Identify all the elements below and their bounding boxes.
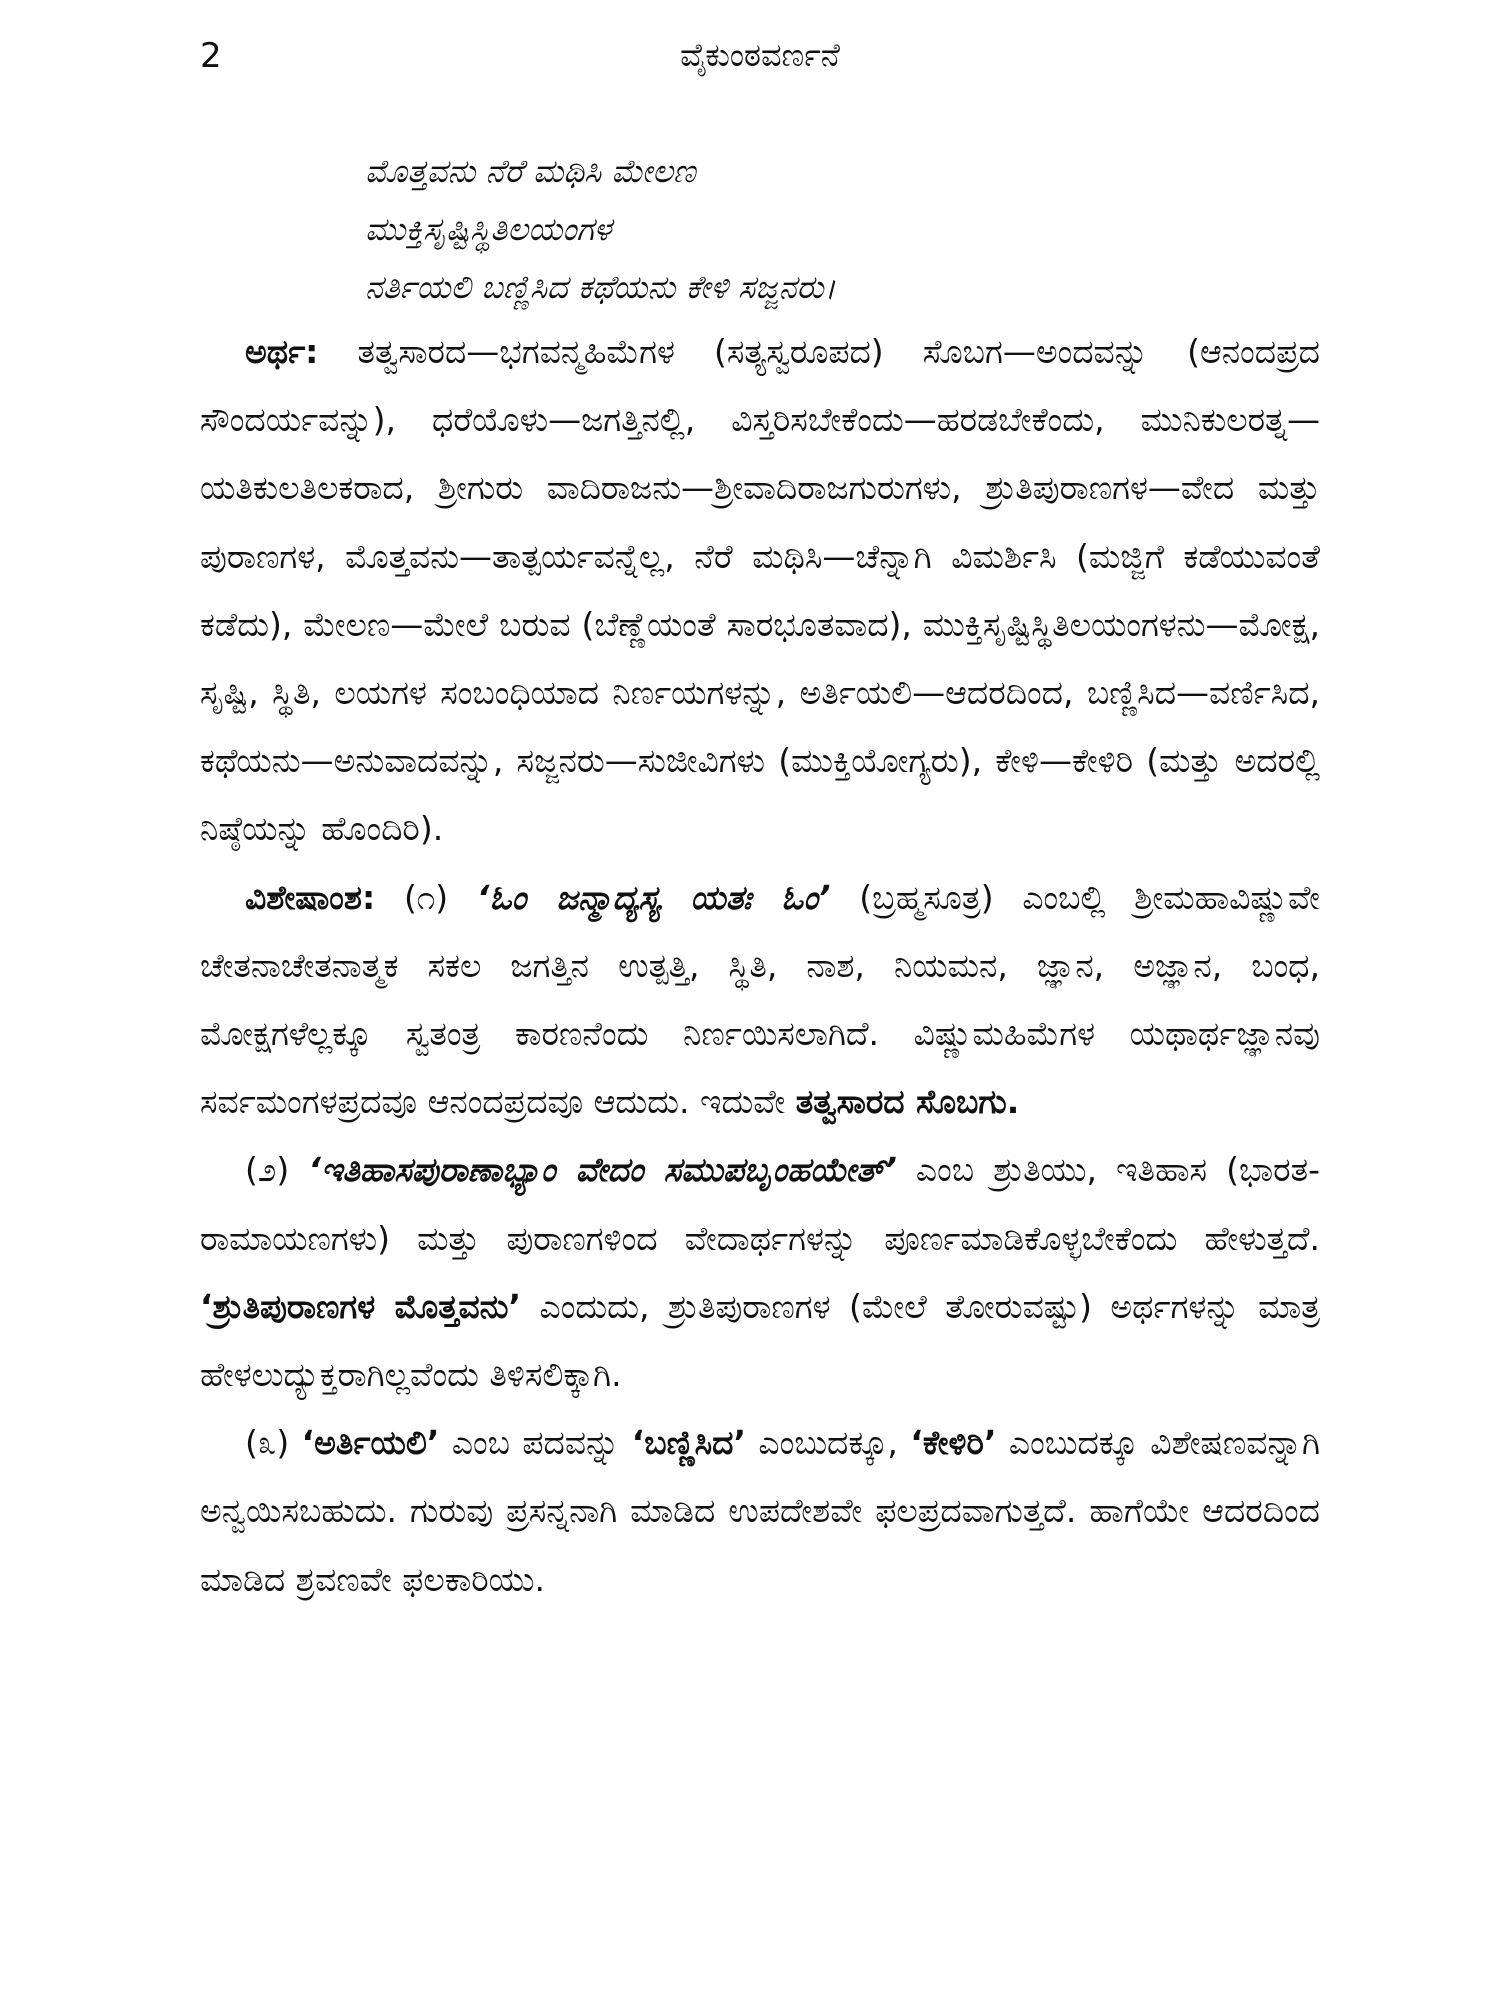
note-number: (೨) <box>245 1150 290 1190</box>
meaning-text: ತತ್ವಸಾರದ—ಭಗವನ್ಮಹಿಮೆಗಳ (ಸತ್ಯಸ್ವರೂಪದ) ಸೊಬಗ—ಅಂದವನ್ನು (ಆನಂದಪ್ರದ ಸೌಂದರ್ಯವನ್ನು), ಧರೆಯೊಳು—ಜಗತ್ತಿನಲ್ಲಿ, ವಿಸ್ತರಿಸಬೇಕೆಂದು—ಹರಡಬೇಕೆಂದು, ಮುನಿಕುಲರತ್ನ—ಯತಿಕುಲತಿಲಕರಾದ, ಶ್ರೀಗುರು ವಾದಿರಾಜನು—ಶ್ರೀವಾದಿರಾಜಗುರುಗಳು, ಶ್ರುತಿಪುರಾಣಗಳ—ವೇದ ಮತ್ತು ಪುರಾಣಗಳ, ಮೊತ್ತವನು—ತಾತ್ಪರ್ಯವನ್ನೆಲ್ಲ, ನೆರೆ ಮಥಿಸಿ—ಚೆನ್ನಾಗಿ ವಿಮರ್ಶಿಸಿ (ಮಜ್ಜಿಗೆ ಕಡೆಯುವಂತೆ ಕಡೆದು), ಮೇಲಣ—ಮೇಲೆ ಬರುವ (ಬೆಣ್ಣೆಯಂತೆ ಸಾರಭೂತವಾದ), ಮುಕ್ತಿಸೃಷ್ಟಿಸ್ಥಿತಿಲಯಂಗಳನು—ಮೋಕ್ಷ, ಸೃಷ್ಟಿ, ಸ್ಥಿತಿ, ಲಯಗಳ ಸಂಬಂಧಿಯಾದ ನಿರ್ಣಯಗಳನ್ನು, ಅರ್ತಿಯಲಿ—ಆದರದಿಂದ, ಬಣ್ಣಿಸಿದ—ವರ್ಣಿಸಿದ, ಕಥೆಯನು—ಅನುವಾದವನ್ನು, ಸಜ್ಜನರು—ಸುಜೀವಿಗಳು (ಮುಕ್ತಿಯೋಗ್ಯರು), ಕೇಳಿ—ಕೇಳಿರಿ (ಮತ್ತು ಅದರಲ್ಲಿ ನಿಷ್ಠೆಯನ್ನು ಹೊಂದಿರಿ). <box>200 332 1320 849</box>
page-number: 2 <box>200 36 222 76</box>
page-header <box>200 36 1320 96</box>
shruti-quote: ‘ಇತಿಹಾಸಪುರಾಣಾಭ್ಯಾಂ ವೇದಂ ಸಮುಪಬೃಂಹಯೇತ್’ <box>308 1150 897 1190</box>
note-number: (೩) <box>245 1423 290 1463</box>
verse-line: ನರ್ತಿಯಲಿ ಬಣ್ಣಿಸಿದ ಕಥೆಯನು ಕೇಳಿ ಸಜ್ಜನರು। <box>365 268 836 306</box>
running-title: ವೈಕುಂಠವರ್ಣನೆ <box>680 36 840 74</box>
notes-paragraph-3 <box>200 1409 1320 1614</box>
notes-paragraph-2 <box>200 1136 1320 1409</box>
note-bold-phrase: ‘ಕೇಳಿರಿ’ <box>910 1423 997 1463</box>
note-bold-phrase: ‘ಅರ್ತಿಯಲಿ’ <box>301 1423 440 1463</box>
note-text: ಎಂಬುದಕ್ಕೂ, <box>758 1423 898 1463</box>
verse-line: ಮೊತ್ತವನು ನೆರೆ ಮಥಿಸಿ ಮೇಲಣ <box>365 152 696 190</box>
notes-label: ವಿಶೇಷಾಂಶ: <box>245 877 376 917</box>
sutra-quote: ‘ಓಂ ಜನ್ಮಾದ್ಯಸ್ಯ ಯತಃ ಓಂ’ <box>476 877 831 917</box>
note-text: ಎಂಬ ಶ್ರುತಿಯು, ಇತಿಹಾಸ (ಭಾರತ-ರಾಮಾಯಣಗಳು) ಮತ್ತು ಪುರಾಣಗಳಿಂದ ವೇದಾರ್ಥಗಳನ್ನು ಪೂರ್ಣಮಾಡಿಕೊಳ್ಳಬೇಕೆಂದು ಹೇಳುತ್ತದೆ. <box>200 1150 1320 1258</box>
notes-paragraph-1 <box>200 864 1320 1137</box>
meaning-paragraph <box>200 318 1320 864</box>
note-bold-phrase: ‘ಬಣ್ಣಿಸಿದ’ <box>631 1423 747 1463</box>
note-number: (೧) <box>403 877 449 917</box>
verse-block <box>365 142 1325 316</box>
verse-line: ಮುಕ್ತಿಸೃಷ್ಟಿಸ್ಥಿತಿಲಯಂಗಳ <box>365 210 612 248</box>
note-bold-phrase: ‘ಶ್ರುತಿಪುರಾಣಗಳ ಮೊತ್ತವನು’ <box>200 1286 522 1326</box>
commentary-body <box>200 318 1320 1614</box>
note-bold-phrase: ತತ್ವಸಾರದ ಸೊಬಗು. <box>795 1082 1020 1122</box>
note-text: (ಬ್ರಹ್ಮಸೂತ್ರ) ಎಂಬಲ್ಲಿ ಶ್ರೀಮಹಾವಿಷ್ಣುವೇ ಚೇತನಾಚೇತನಾತ್ಮಕ ಸಕಲ ಜಗತ್ತಿನ ಉತ್ಪತ್ತಿ, ಸ್ಥಿತಿ, ನಾಶ, ನಿಯಮನ, ಜ್ಞಾನ, ಅಜ್ಞಾನ, ಬಂಧ, ಮೋಕ್ಷಗಳೆಲ್ಲಕ್ಕೂ ಸ್ವತಂತ್ರ ಕಾರಣನೆಂದು ನಿರ್ಣಯಿಸಲಾಗಿದೆ. ವಿಷ್ಣುಮಹಿಮೆಗಳ ಯಥಾರ್ಥಜ್ಞಾನವು ಸರ್ವಮಂಗಳಪ್ರದವೂ ಆನಂದಪ್ರದವೂ ಆದುದು. ಇದುವೇ <box>200 877 1320 1122</box>
note-text: ಎಂಬ ಪದವನ್ನು <box>451 1423 620 1463</box>
note-text: ಎಂದುದು, ಶ್ರುತಿಪುರಾಣಗಳ (ಮೇಲೆ ತೋರುವಷ್ಟು) ಅರ್ಥಗಳನ್ನು ಮಾತ್ರ ಹೇಳಲುದ್ಯುಕ್ತರಾಗಿಲ್ಲವೆಂದು ತಿಳಿಸಲಿಕ್ಕಾಗಿ. <box>200 1286 1321 1395</box>
meaning-label: ಅರ್ಥ: <box>245 332 319 371</box>
note-text: ಎಂಬುದಕ್ಕೂ ವಿಶೇಷಣವನ್ನಾಗಿ ಅನ್ವಯಿಸಬಹುದು. ಗುರುವು ಪ್ರಸನ್ನನಾಗಿ ಮಾಡಿದ ಉಪದೇಶವೇ ಫಲಪ್ರದವಾಗುತ್ತದೆ. ಹಾಗೆಯೇ ಆದರದಿಂದ ಮಾಡಿದ ಶ್ರವಣವೇ ಫಲಕಾರಿಯು. <box>200 1423 1321 1599</box>
